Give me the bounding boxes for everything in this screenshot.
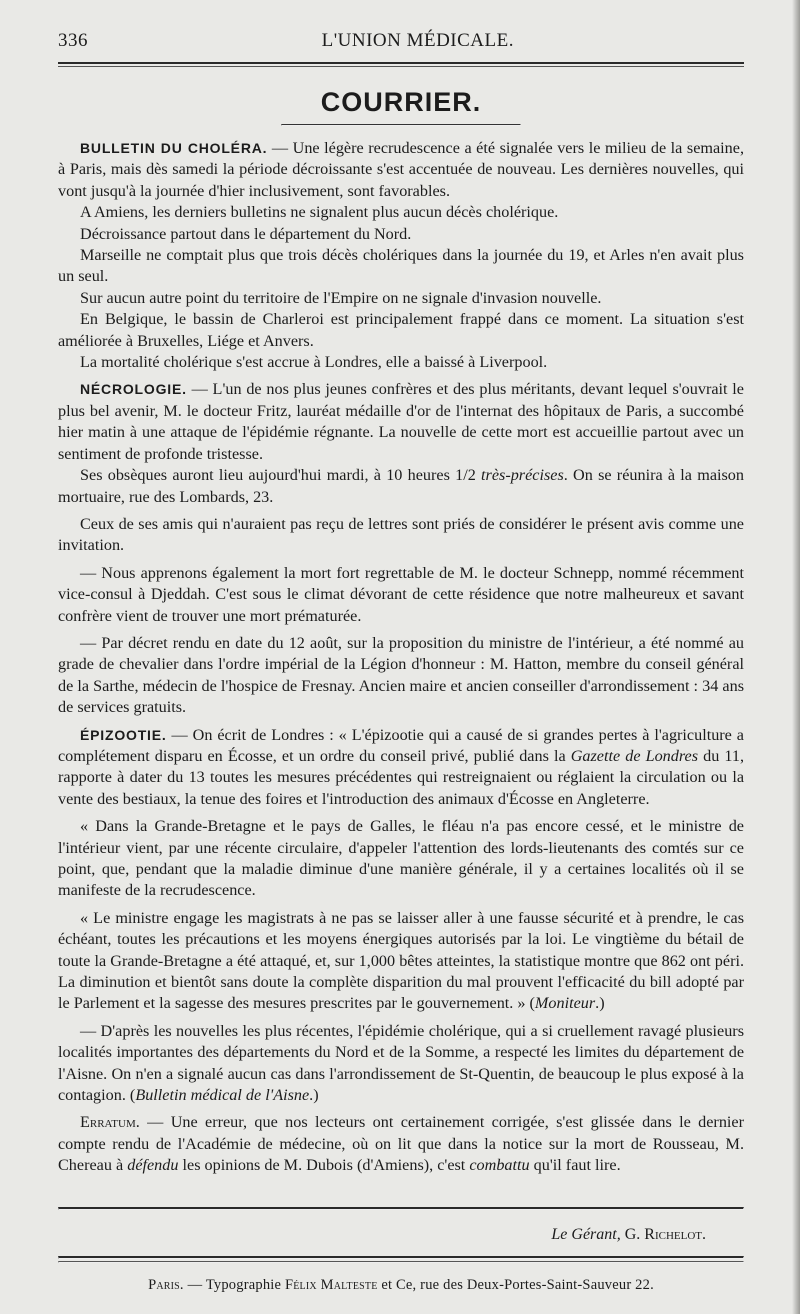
paragraph: Sur aucun autre point du territoire de l'Empire on ne signale d'invasion nouvelle. — [80, 288, 602, 307]
text: .) — [595, 994, 605, 1013]
paragraph-erratum — [58, 1112, 744, 1176]
imprint-address: et Ce, rue des Deux-Portes-Saint-Sauveur 22. — [377, 1276, 654, 1293]
italic-text: Moniteur — [534, 994, 596, 1013]
header-rule-thin — [58, 66, 744, 67]
paragraph: La mortalité cholérique s'est accrue à Londres, elle a baissé à Liverpool. — [80, 353, 548, 372]
bottom-rules — [58, 1207, 744, 1210]
paragraph: En Belgique, le bassin de Charleroi est principalement frappé dans ce moment. La situation s'est améliorée à Bruxelles, Liége et Anvers. — [58, 310, 744, 350]
italic-text: Bulletin médical de l'Aisne — [135, 1086, 310, 1105]
kicker-cholera: BULLETIN DU CHOLÉRA. — [80, 140, 268, 156]
paragraph: A Amiens, les derniers bulletins ne signalent plus aucun décès cholérique. — [80, 203, 559, 222]
footer-rule-thin — [58, 1261, 744, 1263]
kicker-necrologie: NÉCROLOGIE. — [80, 381, 187, 398]
paragraph: — Nous apprenons également la mort fort regrettable de M. le docteur Schnepp, nommé récemment vice-consul à Djeddah. C'est sous le climat dévorant de cette résidence que notre malheureux et savant confrère vient de trouver une mort prématurée. — [58, 563, 744, 625]
paragraph-moniteur — [58, 908, 744, 1015]
text: — On écrit de Londres : « L'épizootie qui a causé de si grandes pertes à l'agriculture a complétement disparu en Écosse, et un ordre du conseil privé, publié dans la — [58, 725, 744, 765]
signature — [58, 1226, 706, 1244]
imprint-city: Paris. — [148, 1276, 184, 1293]
title-underline — [281, 124, 521, 126]
signature-role: Le Gérant, — [551, 1225, 621, 1243]
text: — L'un de nos plus jeunes confrères et des plus méritants, devant lequel s'ouvrait le plus bel avenir, M. le docteur Fritz, lauréat médaille d'or de l'internat des hôpitaux de Paris, a succombé hier matin à une attaque de l'épidémie régnante. La nouvelle de cette mort est accueillie partout avec un sentiment de profonde tristesse. — [58, 380, 744, 463]
text: « Le ministre engage les magistrats à ne pas se laisser aller à une fausse sécurité et à prendre, le cas échéant, toutes les précautions et les moyens énergiques autorisés par la loi. Le vingtième du bétail de toute la Grande-Bretagne a été attaqué, et, sur 1,000 bêtes atteintes, la statistique montre que 862 ont péri. La diminution et bientôt sans doute la complète disparition du mal prouvent l'efficacité du bill adopté par le Parlement et la sagesse des mesures prescrites par le gouvernement. » ( — [58, 908, 744, 1013]
paragraph-obseques — [58, 465, 744, 508]
article-body — [58, 138, 744, 1177]
header-rule — [58, 62, 744, 64]
text: — Une erreur, que nos lecteurs ont certainement corrigée, s'est glissée dans le dernier compte rendu de l'Académie de médecine, où on lit que dans la notice sur la mort de Rousseau, M. Chereau à — [58, 1113, 744, 1175]
signature-rule — [58, 1207, 744, 1210]
imprint-text: — Typographie — [183, 1276, 285, 1293]
kicker-epizootie: ÉPIZOOTIE. — [80, 726, 167, 743]
page-number: 336 — [58, 30, 88, 51]
text: .) — [309, 1086, 319, 1105]
text: du 11, rapporte à dater du 13 toutes les mesures précédentes qui restreignaient ou réglaient la circulation ou la vente des bestiaux, la tenue des foires et l'introduction des animaux d'Écosse en Angleterre. — [58, 746, 745, 808]
text: les opinions de M. Dubois (d'Amiens), c'est — [178, 1156, 470, 1175]
paragraph-cholera-bulletin — [58, 138, 744, 202]
signature-name: G. Richelot. — [624, 1225, 706, 1243]
italic-text: Gazette de Londres — [570, 746, 699, 765]
footer-rule — [58, 1256, 744, 1259]
text: Ses obsèques auront lieu aujourd'hui mardi, à 10 heures 1/2 — [80, 466, 482, 485]
paragraph-aisne — [58, 1021, 744, 1107]
imprint-printer: Félix Malteste — [284, 1276, 378, 1293]
paragraph: Décroissance partout dans le département du Nord. — [80, 224, 412, 243]
text: — Une légère recrudescence a été signalée vers le milieu de la semaine, à Paris, mais dès samedi la période décroissante s'est accentuée de nouveau. Les dernières nouvelles, qui vont jusqu'à la journée d'hier inclusivement, sont favorables. — [58, 139, 744, 200]
section-title: COURRIER. — [320, 87, 482, 117]
paragraph: Marseille ne comptait plus que trois décès cholériques dans la journée du 19, et Arles n'en avait plus un seul. — [58, 246, 744, 286]
imprint — [58, 1277, 744, 1294]
italic-text: très-précises — [481, 466, 564, 485]
paragraph-necrologie — [58, 379, 744, 465]
paragraph: — Par décret rendu en date du 12 août, sur la proposition du ministre de l'intérieur, a été nommé au grade de chevalier dans l'ordre impérial de la Légion d'honneur : M. Hatton, membre du conseil général de la Sarthe, médecin de l'hospice de Fresnay. Ancien maire et ancien conseiller d'arrondissement : 34 ans de services gratuits. — [58, 633, 744, 717]
journal-title: L'UNION MÉDICALE. — [321, 30, 514, 51]
text: qu'il faut lire. — [529, 1156, 621, 1175]
kicker-erratum: Erratum. — [80, 1113, 140, 1132]
text: . On se réunira à la maison mortuaire, rue des Lombards, 23. — [58, 466, 744, 506]
italic-text: combattu — [469, 1156, 530, 1175]
text: — D'après les nouvelles les plus récentes, l'épidémie cholérique, qui a si cruellement ravagé plusieurs localités importantes des départements du Nord et de la Somme, a respecté les limites du département de l'Aisne. On n'en a signalé aucun cas dans l'arrondissement de St-Quentin, de beaucoup le plus exposé à la contagion. ( — [58, 1021, 744, 1105]
paragraph: Ceux de ses amis qui n'auraient pas reçu de lettres sont priés de considérer le présent avis comme une invitation. — [58, 514, 744, 555]
paragraph-epizootie — [58, 725, 744, 811]
running-head — [58, 30, 744, 62]
paragraph: « Dans la Grande-Bretagne et le pays de Galles, le fléau n'a pas encore cessé, et le ministre de l'intérieur vient, par une récente circulaire, d'appeler l'attention des lords-lieutenants des comtés sur ce point, que, pendant que la maladie diminue d'une manière générale, il y a certaines localités où il se manifeste de la recrudescence. — [58, 817, 744, 900]
italic-text: défendu — [127, 1156, 179, 1175]
